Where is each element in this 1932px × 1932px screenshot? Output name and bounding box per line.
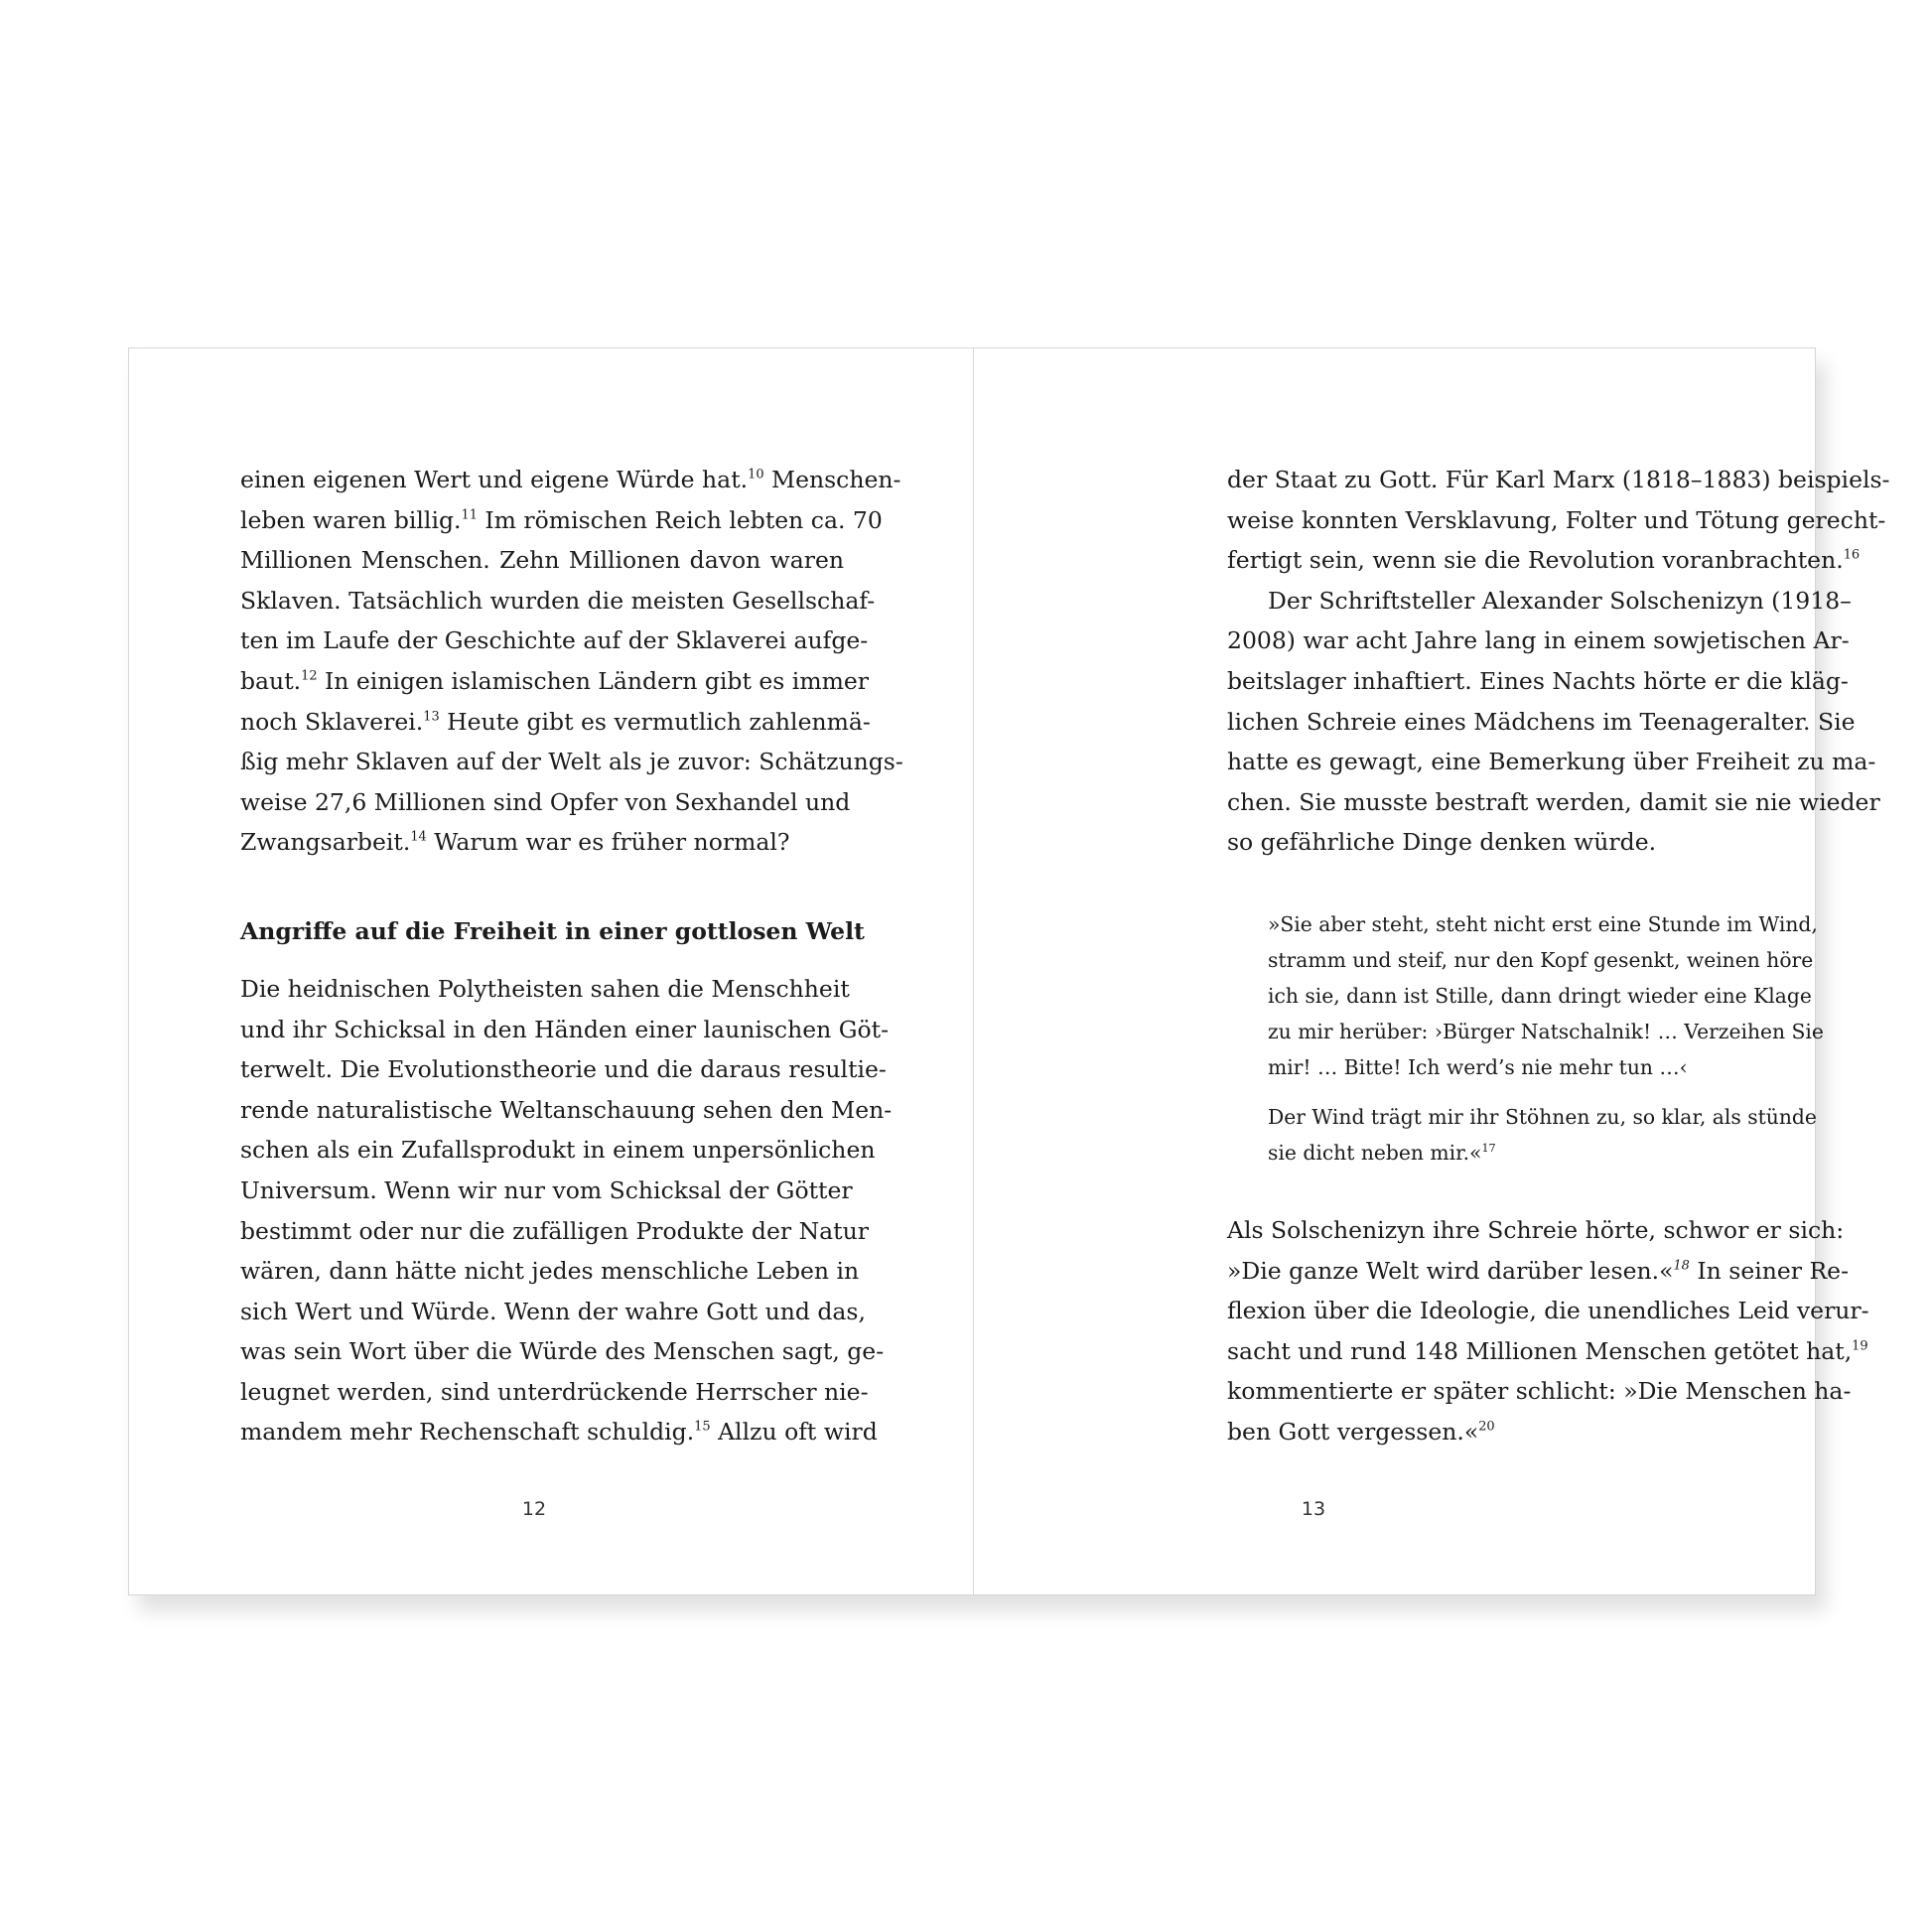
text-line: und ihr Schicksal in den Händen einer launischen Göt-: [240, 1015, 890, 1043]
text-line: kommentierte er später schlicht: »Die Menschen ha-: [1227, 1377, 1852, 1406]
footnote-ref[interactable]: 11: [461, 507, 478, 523]
text-line: Die heidnischen Polytheisten sahen die Menschheit: [240, 974, 850, 1003]
footnote-ref[interactable]: 13: [423, 709, 440, 725]
text-line: leugnet werden, sind unterdrückende Herrscher nie-: [240, 1377, 869, 1406]
left-page: [129, 348, 973, 1594]
footnote-ref[interactable]: 19: [1852, 1338, 1868, 1354]
text-line: ten im Laufe der Geschichte auf der Sklaverei aufge-: [240, 626, 869, 655]
footnote-ref[interactable]: 12: [301, 668, 318, 684]
text-line: baut.$^{12}$ In einigen islamischen Ländern gibt es immer: [240, 666, 870, 695]
text-line: Millionen Menschen. Zehn Millionen davon waren: [240, 546, 844, 575]
text-line: weise 27,6 Millionen sind Opfer von Sexhandel und: [240, 787, 851, 816]
text-line: chen. Sie musste bestraft werden, damit sie nie wieder: [1227, 787, 1880, 816]
footnote-ref[interactable]: 18: [1673, 1258, 1690, 1274]
text-line: flexion über die Ideologie, die unendliches Leid verur-: [1227, 1297, 1869, 1325]
text-line: so gefährliche Dinge denken würde.: [1227, 828, 1657, 857]
quote-paragraph: [1268, 1099, 1817, 1171]
text-line: sacht und rund 148 Millionen Menschen getötet hat,$^{19}$: [1227, 1336, 1868, 1365]
body-paragraph: [240, 460, 903, 863]
section-heading: Angriffe auf die Freiheit in einer gottlosen Welt: [240, 916, 865, 945]
text-line: wären, dann hätte nicht jedes menschliche Leben in: [240, 1257, 860, 1286]
right-page: [974, 348, 1890, 1594]
text-line: Als Solschenizyn ihre Schreie hörte, schwor er sich:: [1227, 1215, 1845, 1244]
text-line: noch Sklaverei.$^{13}$ Heute gibt es vermutlich zahlenmä-: [240, 707, 871, 736]
page-number: 12: [521, 1498, 547, 1520]
body-paragraph: [240, 969, 893, 1452]
text-line: mandem mehr Rechenschaft schuldig.$^{15}$ Allzu oft wird: [240, 1418, 878, 1447]
text-line: ben Gott vergessen.«$^{20}$: [1227, 1417, 1495, 1446]
body-paragraph: [1227, 581, 1880, 863]
book-spread: [128, 347, 1890, 1595]
quote-line: mir! … Bitte! Ich werd’s nie mehr tun …‹: [1268, 1054, 1688, 1079]
footnote-ref[interactable]: 16: [1843, 547, 1861, 563]
text-line: »Die ganze Welt wird darüber lesen.«$^{18}$ In seiner Re-: [1227, 1256, 1850, 1285]
text-line: Sklaven. Tatsächlich wurden die meisten Gesellschaf-: [240, 586, 876, 615]
text-line: Zwangsarbeit.$^{14}$ Warum war es früher normal?: [240, 828, 790, 857]
block-quote: [1268, 906, 1824, 1171]
text-line: der Staat zu Gott. Für Karl Marx (1818–1883) beispiels-: [1227, 466, 1890, 493]
page-number: 13: [1301, 1498, 1326, 1520]
quote-line: sie dicht neben mir.«$^{17}$: [1268, 1140, 1496, 1165]
text-line: sich Wert und Würde. Wenn der wahre Gott und das,: [240, 1297, 866, 1325]
text-line: Der Schriftsteller Alexander Solschenizyn (1918–: [1268, 586, 1852, 615]
text-line: was sein Wort über die Würde des Menschen sagt, ge-: [240, 1337, 885, 1366]
body-paragraph: [1227, 1210, 1869, 1452]
quote-line: ich sie, dann ist Stille, dann dringt wieder eine Klage: [1268, 983, 1812, 1008]
quote-line: Der Wind trägt mir ihr Stöhnen zu, so klar, als stünde: [1268, 1104, 1817, 1129]
text-line: hatte es gewagt, eine Bemerkung über Freiheit zu ma-: [1227, 748, 1876, 776]
text-line: lichen Schreie eines Mädchens im Teenageralter. Sie: [1227, 707, 1856, 736]
text-line: terwelt. Die Evolutionstheorie und die daraus resultie-: [240, 1055, 887, 1084]
text-line: bestimmt oder nur die zufälligen Produkte der Natur: [240, 1216, 869, 1245]
footnote-ref[interactable]: 14: [410, 830, 427, 846]
quote-line: »Sie aber steht, steht nicht erst eine Stunde im Wind,: [1268, 911, 1818, 936]
text-line: schen als ein Zufallsprodukt in einem unpersönlichen: [240, 1136, 876, 1165]
footnote-ref[interactable]: 15: [694, 1420, 711, 1436]
footnote-ref[interactable]: 10: [748, 467, 764, 483]
footnote-ref[interactable]: 17: [1481, 1141, 1496, 1155]
left-page-text: [240, 460, 903, 1452]
text-line: einen eigenen Wert und eigene Würde hat.$^{10}$ Menschen-: [240, 466, 901, 493]
quote-line: stramm und steif, nur den Kopf gesenkt, weinen höre: [1268, 947, 1814, 972]
right-page-text: [1227, 460, 1890, 1452]
text-line: fertigt sein, wenn sie die Revolution voranbrachten.$^{16}$: [1227, 546, 1861, 575]
text-line: ßig mehr Sklaven auf der Welt als je zuvor: Schätzungs-: [240, 748, 903, 776]
text-line: beitslager inhaftiert. Eines Nachts hörte er die kläg-: [1227, 666, 1849, 695]
quote-line: zu mir herüber: ›Bürger Natschalnik! … Verzeihen Sie: [1268, 1019, 1824, 1043]
text-line: Universum. Wenn wir nur vom Schicksal der Götter: [240, 1175, 853, 1204]
footnote-ref[interactable]: 20: [1478, 1419, 1495, 1435]
text-line: weise konnten Versklavung, Folter und Tötung gerecht-: [1227, 505, 1886, 534]
text-line: leben waren billig.$^{11}$ Im römischen Reich lebten ca. 70: [240, 505, 883, 534]
body-paragraph: [1227, 460, 1890, 581]
text-line: 2008) war acht Jahre lang in einem sowjetischen Ar-: [1227, 626, 1850, 655]
text-line: rende naturalistische Weltanschauung sehen den Men-: [240, 1095, 893, 1124]
quote-paragraph: [1268, 906, 1824, 1085]
